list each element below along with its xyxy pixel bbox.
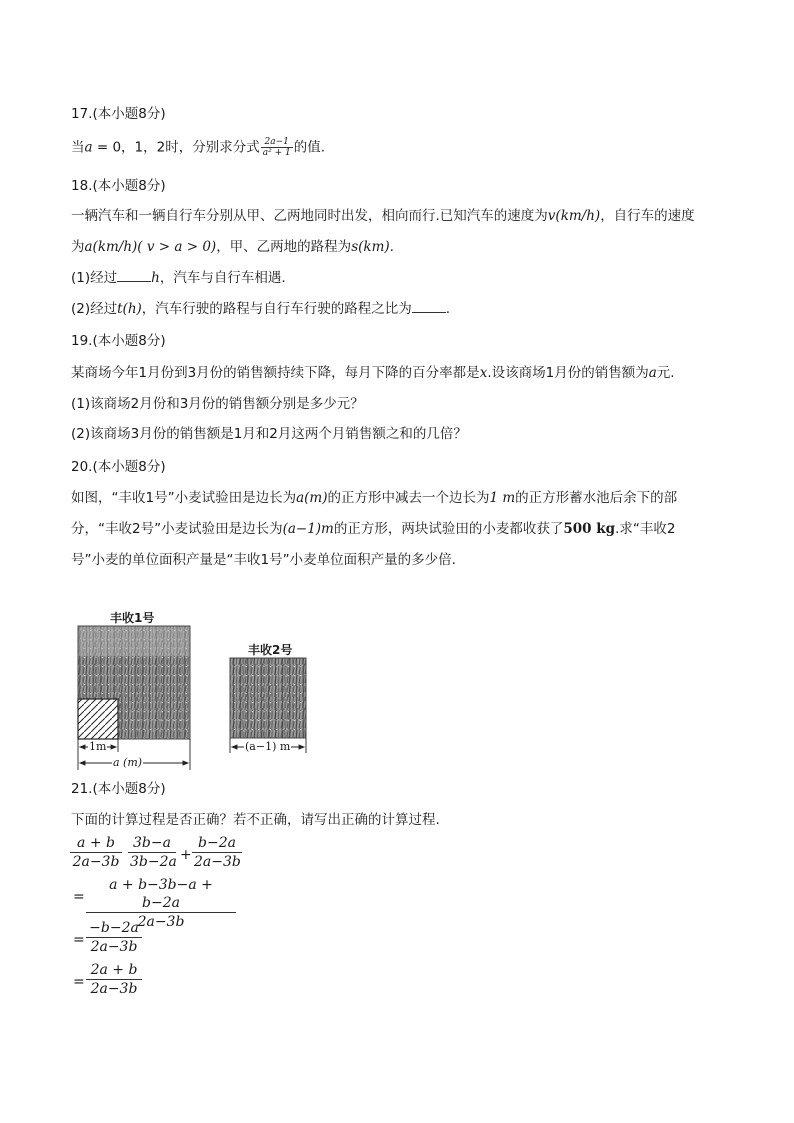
step3-frac: $\frac{-b-2a}{2a-3b}$ (86, 919, 142, 956)
q21-para-1: 下面的计算过程是否正确？若不正确，请写出正确的计算过程. (71, 812, 440, 828)
q18-para-2: 为a(km/h)( v > a > 0)，甲、乙两地的路程为s(km). (71, 239, 394, 255)
dim-label-1m: 1m (89, 740, 107, 753)
q17-text-c: 的值. (293, 139, 325, 156)
field-2-image (230, 658, 306, 738)
q17-text (71, 137, 325, 158)
q18-sub-2: (2)经过t(h)，汽车行驶的路程与自行车行驶的路程之比为 . (71, 301, 451, 317)
step2-frac: $\frac{a + b-3b-a + b-2a}{2a-3b}$ (86, 876, 236, 931)
q21-header: 21.(本小题8分) (71, 781, 166, 797)
step1-frac-2: $\frac{3b-a}{3b-2a}$ (130, 835, 177, 870)
step1-frac-1: $\frac{a + b}{2a-3b}$ (70, 834, 122, 871)
q17-var-a: a (84, 139, 93, 156)
field-2-label: 丰收2号 (248, 643, 293, 657)
step4-frac: $\frac{2a + b}{2a-3b}$ (86, 961, 142, 998)
step1-frac-3: $\frac{b-2a}{2a-3b}$ (194, 835, 241, 870)
q17-frac-num: 2a−1 (261, 137, 293, 148)
q17-text-b: = 0，1，2时，分别求分式 (92, 139, 260, 156)
pond-square (78, 699, 118, 739)
q18-header: 18.(本小题8分) (71, 178, 166, 194)
equals-sign: = (73, 932, 85, 948)
equals-sign: = (73, 974, 85, 990)
dim-label-a: a (m) (113, 756, 143, 769)
q20-para-1: 如图，“丰收1号”小麦试验田是边长为a(m)的正方形中减去一个边长为1 m的正方形蓄水池后余下的部 (71, 490, 678, 506)
q17-frac-den: a² + 1 (262, 148, 291, 158)
plus-sign: + (180, 847, 192, 863)
q20-header: 20.(本小题8分) (71, 459, 166, 475)
q18-para-1: 一辆汽车和一辆自行车分别从甲、乙两地同时出发，相向而行.已知汽车的速度为v(km/h)，自行车的速度 (71, 208, 695, 224)
field-1-label: 丰收1号 (110, 611, 155, 625)
q18-sub-1: (1)经过 h，汽车与自行车相遇. (71, 270, 286, 286)
q17-text-a: 当 (71, 139, 85, 156)
q17-fraction (261, 137, 293, 158)
answer-blank (412, 300, 446, 313)
q19-sub-2: (2)该商场3月份的销售额是1月和2月这两个月销售额之和的几倍？ (71, 426, 467, 442)
q17-header: 17.(本小题8分) (71, 106, 166, 122)
answer-blank (117, 269, 151, 282)
q20-para-2: 分，“丰收2号”小麦试验田是边长为(a−1)m的正方形，两块试验田的小麦都收获了500 kg.求“丰收2 (71, 521, 676, 537)
q20-para-3: 号”小麦的单位面积产量是“丰收1号”小麦单位面积产量的多少倍. (71, 552, 456, 568)
q19-sub-1: (1)该商场2月份和3月份的销售额分别是多少元？ (71, 396, 364, 412)
q19-header: 19.(本小题8分) (71, 333, 166, 349)
equals-sign: = (73, 889, 85, 905)
dim-label-a-minus-1: (a−1) m (245, 740, 291, 753)
q19-para-1: 某商场今年1月份到3月份的销售额持续下降，每月下降的百分率都是x.设该商场1月份的销售额为a元. (71, 365, 675, 381)
